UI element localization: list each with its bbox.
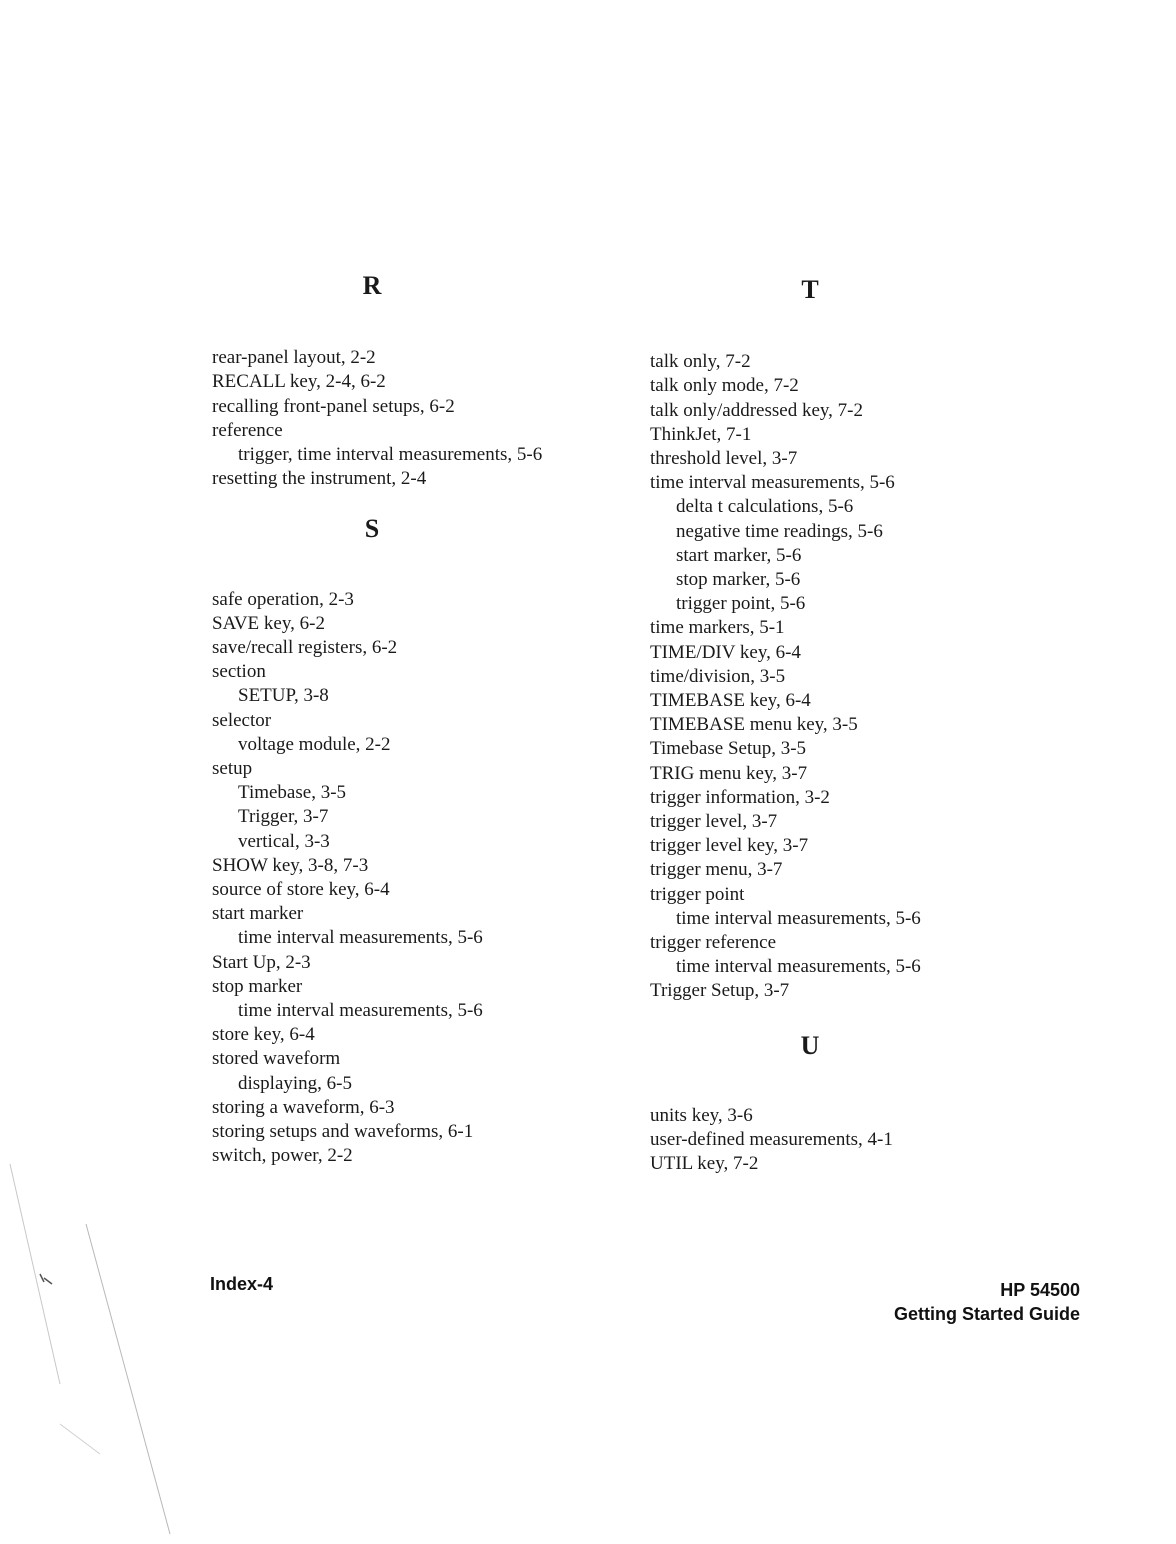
- index-column-right: [650, 275, 1070, 1177]
- index-entry: threshold level, 3-7: [650, 448, 798, 470]
- index-subentry: SETUP, 3-8: [238, 685, 329, 707]
- index-entry: safe operation, 2-3: [212, 588, 354, 610]
- index-entry: rear-panel layout, 2-2: [212, 347, 376, 369]
- index-entry: talk only, 7-2: [650, 351, 751, 373]
- index-subentry: voltage module, 2-2: [238, 733, 391, 755]
- index-entry: time interval measurements, 5-6: [650, 472, 895, 494]
- index-entry: Start Up, 2-3: [212, 951, 311, 973]
- index-entry: time markers, 5-1: [650, 617, 785, 639]
- index-entry: switch, power, 2-2: [212, 1145, 353, 1167]
- index-entry: reference: [212, 419, 283, 441]
- index-entry: start marker: [212, 903, 304, 925]
- index-entry: storing a waveform, 6-3: [212, 1096, 395, 1118]
- index-subentry: trigger point, 5-6: [676, 593, 806, 615]
- scan-artifact-lines: [0, 1124, 200, 1544]
- index-entry: trigger level, 3-7: [650, 811, 778, 833]
- index-entry: units key, 3-6: [650, 1104, 753, 1126]
- index-entry: ThinkJet, 7-1: [650, 423, 752, 445]
- index-subentry: negative time readings, 5-6: [676, 520, 883, 542]
- index-subentry: time interval measurements, 5-6: [238, 1000, 483, 1022]
- page-number: Index-4: [210, 1274, 274, 1294]
- index-subentry: Timebase, 3-5: [238, 782, 347, 804]
- index-entry: trigger information, 3-2: [650, 786, 830, 808]
- section-letter-u: U: [800, 1030, 820, 1060]
- index-subentry: trigger, time interval measurements, 5-6: [238, 444, 543, 466]
- section-letter-r: R: [362, 271, 382, 300]
- index-subentry: stop marker, 5-6: [676, 569, 801, 591]
- index-entry: TRIG menu key, 3-7: [650, 762, 808, 784]
- index-subentry: time interval measurements, 5-6: [238, 927, 483, 949]
- index-entry: TIMEBASE key, 6-4: [650, 690, 811, 712]
- index-subentry: displaying, 6-5: [238, 1072, 352, 1094]
- index-entry: talk only/addressed key, 7-2: [650, 399, 863, 421]
- guide-title: Getting Started Guide: [893, 1304, 1080, 1324]
- index-entry: setup: [212, 758, 253, 780]
- index-entry: selector: [212, 709, 272, 731]
- index-entry: trigger level key, 3-7: [650, 835, 809, 857]
- index-entry: RECALL key, 2-4, 6-2: [212, 371, 386, 393]
- index-entry: talk only mode, 7-2: [650, 375, 799, 397]
- index-subentry: time interval measurements, 5-6: [676, 907, 921, 929]
- index-entry: resetting the instrument, 2-4: [212, 468, 427, 490]
- guide-footer: [894, 1278, 1080, 1326]
- index-entry: trigger reference: [650, 932, 777, 954]
- index-entry: time/division, 3-5: [650, 665, 786, 687]
- index-entry: trigger point: [650, 883, 745, 905]
- index-column-left: [212, 271, 632, 1169]
- section-letter-s: S: [364, 514, 380, 544]
- index-entry: stop marker: [212, 975, 303, 997]
- product-name: HP 54500: [1000, 1280, 1080, 1300]
- index-subentry: start marker, 5-6: [676, 544, 802, 566]
- index-entry: SHOW key, 3-8, 7-3: [212, 854, 369, 876]
- index-subentry: Trigger, 3-7: [238, 806, 329, 828]
- index-subentry: vertical, 3-3: [238, 830, 330, 852]
- index-entry: recalling front-panel setups, 6-2: [212, 395, 455, 417]
- index-entry: UTIL key, 7-2: [650, 1153, 759, 1175]
- index-entry: user-defined measurements, 4-1: [650, 1129, 893, 1151]
- index-entry: Trigger Setup, 3-7: [650, 980, 790, 1002]
- index-entry: section: [212, 661, 266, 683]
- index-entry: source of store key, 6-4: [212, 879, 390, 901]
- index-entry: Timebase Setup, 3-5: [650, 738, 807, 760]
- index-entry: storing setups and waveforms, 6-1: [212, 1121, 474, 1143]
- index-entry: save/recall registers, 6-2: [212, 637, 398, 659]
- section-letter-t: T: [801, 275, 819, 304]
- index-entry: SAVE key, 6-2: [212, 612, 325, 634]
- index-subentry: time interval measurements, 5-6: [676, 956, 921, 978]
- index-entry: trigger menu, 3-7: [650, 859, 783, 881]
- index-entry: stored waveform: [212, 1048, 341, 1070]
- index-subentry: delta t calculations, 5-6: [676, 496, 854, 518]
- index-entry: TIME/DIV key, 6-4: [650, 641, 801, 663]
- index-entry: store key, 6-4: [212, 1024, 315, 1046]
- index-entry: TIMEBASE menu key, 3-5: [650, 714, 858, 736]
